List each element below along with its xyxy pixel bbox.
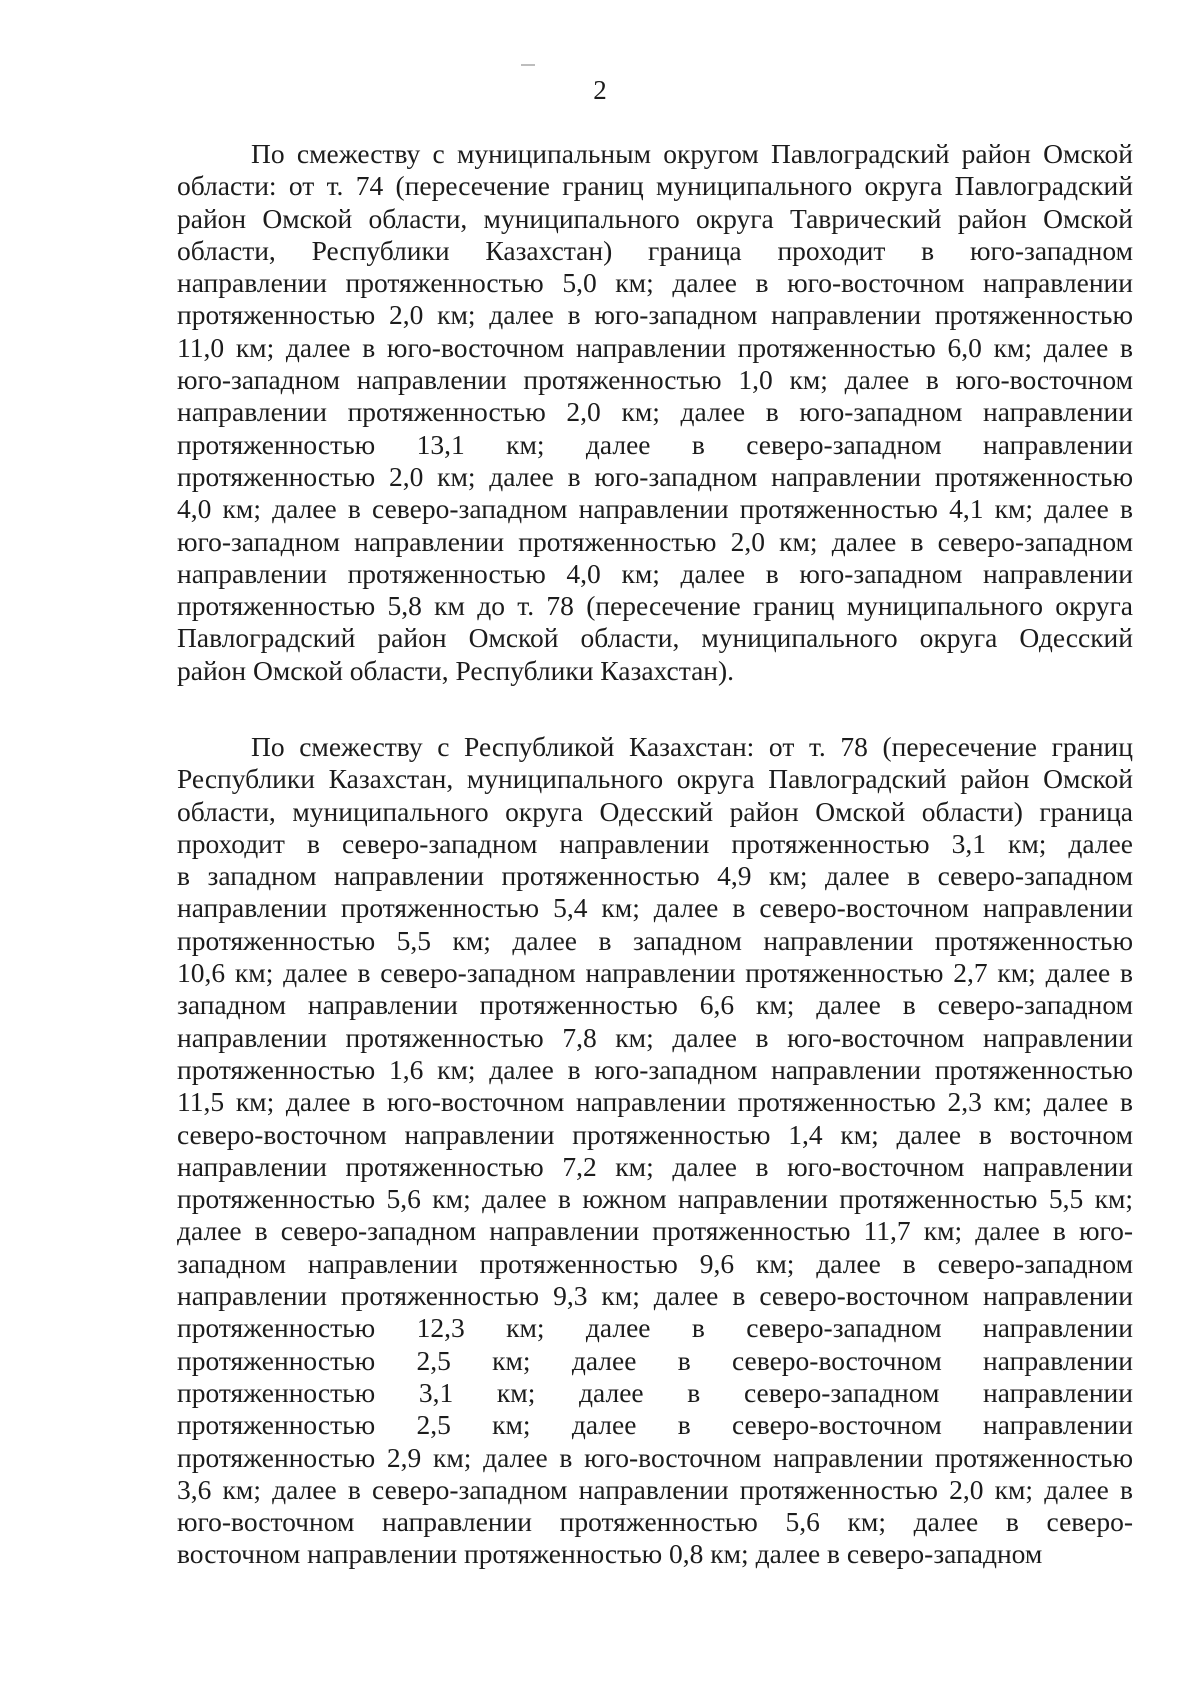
text-line: протяженностью 5,8 км до т. 78 (пересечение границ муниципального округа	[177, 590, 1133, 622]
text-line: По смежеству с Республикой Казахстан: от т. 78 (пересечение границ	[251, 731, 1133, 762]
text-line: 11,0 км; далее в юго-восточном направлении протяженностью 6,0 км; далее в	[177, 331, 1133, 363]
text-line: области, Республики Казахстан) граница проходит в юго-западном	[177, 234, 1133, 266]
text-line: протяженностью 5,6 км; далее в южном направлении протяженностью 5,5 км;	[177, 1183, 1133, 1215]
text-line: район Омской области, Республики Казахстан).	[177, 654, 735, 686]
text-line: направлении протяженностью 4,0 км; далее в юго-западном направлении	[177, 557, 1133, 589]
text-line: направлении протяженностью 2,0 км; далее в юго-западном направлении	[177, 396, 1133, 428]
text-line: протяженностью 2,5 км; далее в северо-восточном направлении	[177, 1409, 1133, 1441]
text-line: протяженностью 13,1 км; далее в северо-западном направлении	[177, 428, 1133, 460]
text-line: направлении протяженностью 9,3 км; далее в северо-восточном направлении	[177, 1280, 1133, 1312]
text-line: направлении протяженностью 5,0 км; далее в юго-восточном направлении	[177, 267, 1133, 299]
text-line: западном направлении протяженностью 6,6 км; далее в северо-западном	[177, 989, 1133, 1021]
text-line: области: от т. 74 (пересечение границ муниципального округа Павлоградский	[177, 170, 1133, 202]
text-line: район Омской области, муниципального округа Таврический район Омской	[177, 202, 1133, 234]
text-line: протяженностью 3,1 км; далее в северо-западном направлении	[177, 1376, 1133, 1408]
text-line: направлении протяженностью 7,2 км; далее в юго-восточном направлении	[177, 1150, 1133, 1182]
text-line: протяженностью 2,9 км; далее в юго-восточном направлении протяженностью	[177, 1441, 1133, 1473]
text-line: протяженностью 2,0 км; далее в юго-западном направлении протяженностью	[177, 299, 1133, 331]
text-line: далее в северо-западном направлении протяженностью 11,7 км; далее в юго-	[177, 1215, 1133, 1247]
page-number: 2	[593, 75, 607, 105]
paragraph-pavlogradsky-border	[177, 138, 1133, 687]
paragraph-kazakhstan-border	[177, 731, 1133, 1571]
text-line: в западном направлении протяженностью 4,9 км; далее в северо-западном	[177, 860, 1133, 892]
text-line: протяженностью 2,5 км; далее в северо-восточном направлении	[177, 1344, 1133, 1376]
text-line: западном направлении протяженностью 9,6 км; далее в северо-западном	[177, 1247, 1133, 1279]
text-line: юго-восточном направлении протяженностью 5,6 км; далее в северо-	[177, 1506, 1133, 1538]
text-line: 3,6 км; далее в северо-западном направлении протяженностью 2,0 км; далее в	[177, 1473, 1133, 1505]
text-line: 4,0 км; далее в северо-западном направлении протяженностью 4,1 км; далее в	[177, 493, 1133, 525]
text-line: Павлоградский район Омской области, муниципального округа Одесский	[177, 622, 1133, 654]
text-line: северо-восточном направлении протяженностью 1,4 км; далее в восточном	[177, 1118, 1133, 1150]
text-line: юго-западном направлении протяженностью 2,0 км; далее в северо-западном	[177, 525, 1133, 557]
text-line: протяженностью 1,6 км; далее в юго-западном направлении протяженностью	[177, 1053, 1133, 1085]
text-line: протяженностью 12,3 км; далее в северо-западном направлении	[177, 1312, 1133, 1344]
text-line: протяженностью 5,5 км; далее в западном направлении протяженностью	[177, 924, 1133, 956]
text-line: области, муниципального округа Одесский район Омской области) граница	[177, 795, 1133, 827]
text-line: восточном направлении протяженностью 0,8 км; далее в северо-западном	[177, 1538, 1043, 1570]
text-line: 11,5 км; далее в юго-восточном направлении протяженностью 2,3 км; далее в	[177, 1086, 1133, 1118]
text-line: направлении протяженностью 7,8 км; далее в юго-восточном направлении	[177, 1021, 1133, 1053]
text-line: направлении протяженностью 5,4 км; далее в северо-восточном направлении	[177, 892, 1133, 924]
text-line: проходит в северо-западном направлении протяженностью 3,1 км; далее	[177, 827, 1133, 859]
text-line: По смежеству с муниципальным округом Павлоградский район Омской	[251, 138, 1133, 169]
text-line: Республики Казахстан, муниципального округа Павлоградский район Омской	[177, 763, 1133, 795]
scan-artifact	[521, 64, 535, 66]
text-line: юго-западном направлении протяженностью 1,0 км; далее в юго-восточном	[177, 364, 1133, 396]
text-line: протяженностью 2,0 км; далее в юго-западном направлении протяженностью	[177, 460, 1133, 492]
text-line: 10,6 км; далее в северо-западном направлении протяженностью 2,7 км; далее в	[177, 957, 1133, 989]
